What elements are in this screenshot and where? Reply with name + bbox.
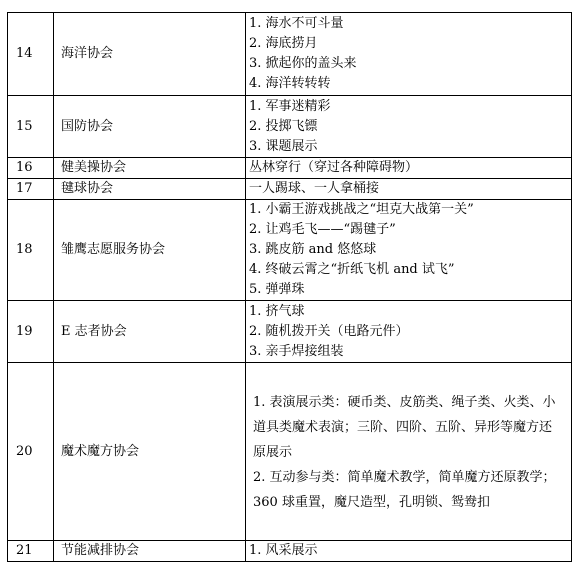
- table-row: [8, 179, 572, 200]
- activity-item: 1. 小霸王游戏挑战之“坦克大战第一关”: [249, 202, 474, 217]
- association-name: 节能减排协会: [54, 541, 246, 562]
- association-name: 健美操协会: [54, 158, 246, 179]
- activity-item: 1. 军事迷精彩: [249, 98, 331, 114]
- association-name: 雏鹰志愿服务协会: [54, 200, 246, 301]
- activity-item: 1. 风采展示: [249, 543, 318, 558]
- row-number: 14: [8, 13, 54, 96]
- activity-item: 丛林穿行（穿过各种障碍物）: [249, 160, 419, 175]
- activity-list: [246, 200, 572, 301]
- row-number: 15: [8, 96, 54, 158]
- activity-item: 2. 随机拨开关（电路元件）: [249, 323, 409, 339]
- activity-item: 3. 亲手焊接组装: [249, 343, 344, 359]
- activity-description: [246, 363, 572, 541]
- activity-list: [246, 13, 572, 96]
- table-row: [8, 158, 572, 179]
- activity-item: 1. 海水不可斗量: [249, 16, 344, 31]
- row-number: 20: [8, 363, 54, 541]
- activity-item: 1. 挤气球: [249, 303, 305, 319]
- table-row: [8, 200, 572, 301]
- activity-item: 3. 掀起你的盖头来: [249, 56, 357, 71]
- activity-item: 4. 海洋转转转: [249, 76, 331, 91]
- row-number: 19: [8, 301, 54, 363]
- row-number: 21: [8, 541, 54, 562]
- activity-item: 3. 跳皮筋 and 悠悠球: [249, 242, 377, 257]
- row-number: 16: [8, 158, 54, 179]
- activity-paragraph: 2. 互动参与类：简单魔术教学，简单魔方还原教学；360 球重置，魔尺造型，孔明锁、鸳鸯扣: [253, 470, 556, 510]
- activity-table: [7, 12, 572, 562]
- row-number: 17: [8, 179, 54, 200]
- activity-item: 2. 让鸡毛飞——“踢毽子”: [249, 222, 396, 237]
- table-row: [8, 363, 572, 541]
- table-row: [8, 96, 572, 158]
- activity-item: 2. 海底捞月: [249, 36, 318, 51]
- activity-list: [246, 179, 572, 200]
- activity-list: [246, 96, 572, 158]
- activity-item: 3. 课题展示: [249, 138, 318, 154]
- activity-list: [246, 541, 572, 562]
- activity-item: 一人踢球、一人拿桶接: [249, 181, 380, 196]
- table-row: [8, 541, 572, 562]
- association-name: 国防协会: [54, 96, 246, 158]
- activity-item: 5. 弹弹珠: [249, 282, 305, 297]
- table-row: [8, 13, 572, 96]
- activity-item: 2. 投掷飞镖: [249, 118, 318, 134]
- activity-paragraph: 1. 表演展示类：硬币类、皮筋类、绳子类、火类、小道具类魔术表演；三阶、四阶、五阶、异形等魔方还原展示: [253, 395, 556, 460]
- activity-list: [246, 301, 572, 363]
- association-name: 毽球协会: [54, 179, 246, 200]
- association-name: E 志者协会: [54, 301, 246, 363]
- association-name: 海洋协会: [54, 13, 246, 96]
- table-row: [8, 301, 572, 363]
- activity-list: [246, 158, 572, 179]
- activity-item: 4. 终破云霄之“折纸飞机 and 试飞”: [249, 262, 455, 277]
- row-number: 18: [8, 200, 54, 301]
- association-name: 魔术魔方协会: [54, 363, 246, 541]
